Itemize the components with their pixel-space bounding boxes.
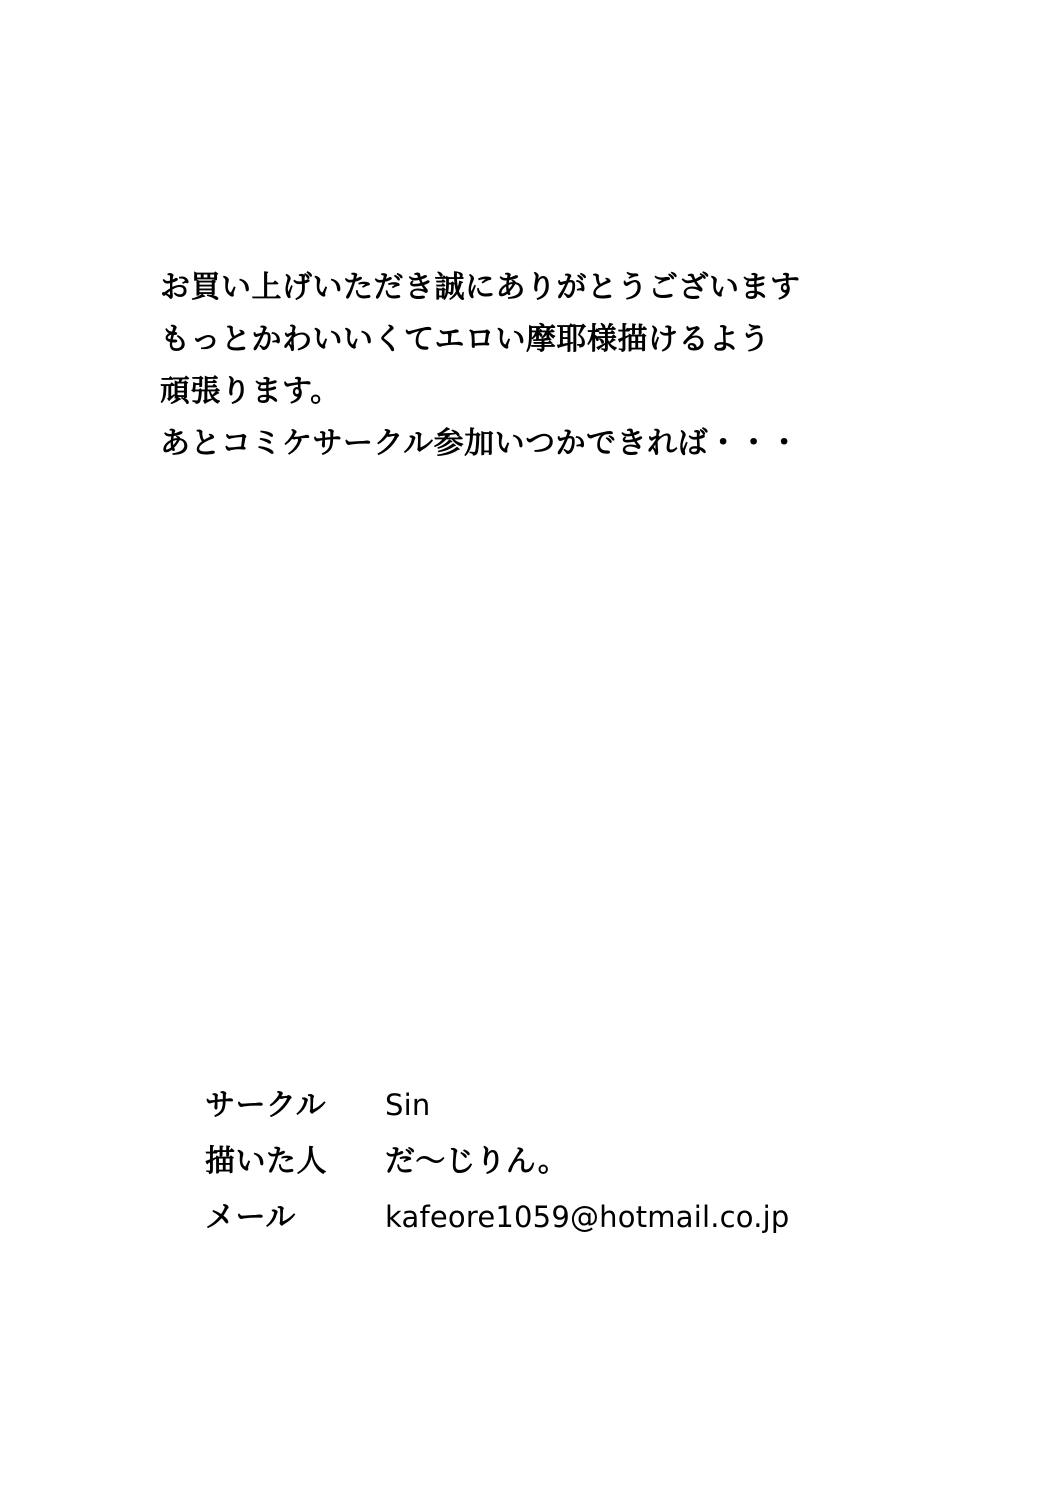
afterword-line: お買い上げいただき誠にありがとうございます bbox=[160, 270, 801, 305]
credit-row-mail bbox=[205, 1192, 965, 1248]
credit-row-artist bbox=[205, 1136, 965, 1192]
credit-value-mail: kafeore1059@hotmail.co.jp bbox=[385, 1200, 790, 1234]
afterword-line: 頑張ります。 bbox=[160, 374, 341, 409]
credit-label-mail: メール bbox=[205, 1200, 296, 1235]
credit-label-artist: 描いた人 bbox=[205, 1144, 327, 1179]
credit-value-circle: Sin bbox=[385, 1088, 431, 1122]
credit-row-circle bbox=[205, 1080, 965, 1136]
credit-value-artist: だ～じりん。 bbox=[385, 1144, 568, 1179]
afterword-text-block bbox=[160, 262, 980, 470]
credit-label-circle: サークル bbox=[205, 1088, 327, 1123]
credits-block bbox=[205, 1080, 965, 1248]
afterword-line: もっとかわいいくてエロい摩耶様描けるよう bbox=[160, 322, 770, 357]
afterword-line: あとコミケサークル参加いつかできれば・・・ bbox=[160, 426, 800, 461]
